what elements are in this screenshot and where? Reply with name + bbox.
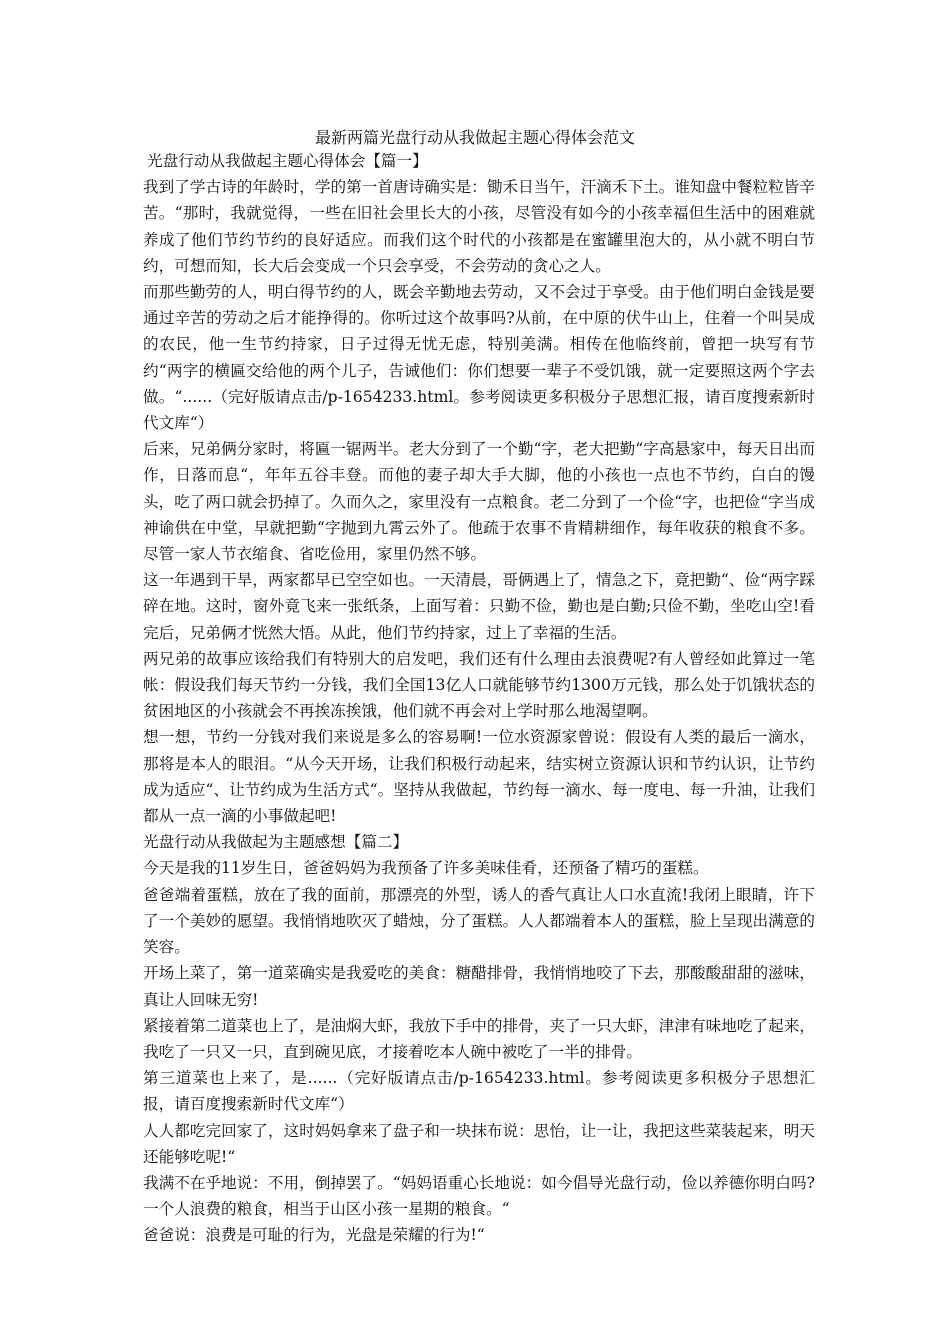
paragraph: 而那些勤劳的人，明白得节约的人，既会辛勤地去劳动，又不会过于享受。由于他们明白金钱是要通过辛苦的劳动之后才能挣得的。你听过这个故事吗?从前，在中原的伏牛山上，住着一个叫吴成的农民，他一生节约持家，日子过得无忧无虑，特别美满。相传在他临终前，曾把一块写有节约“两字的横匾交给他的两个儿子，告诫他们：你们想要一辈子不受饥饿，就一定要照这两个字去做。“......（完好版请点击/p-1654233.html。参考阅读更多积极分子思想汇报，请百度搜索新时代文库“） [143,283,815,433]
paragraph: 爸爸说：浪费是可耻的行为，光盘是荣耀的行为!“ [143,1226,485,1245]
paragraph: 我到了学古诗的年龄时，学的第一首唐诗确实是：锄禾日当午，汗滴禾下土。谁知盘中餐粒粒皆辛苦。“那时，我就觉得，一些在旧社会里长大的小孩，尽管没有如今的小孩幸福但生活中的困难就养成了他们节约节约的良好适应。而我们这个时代的小孩都是在蜜罐里泡大的，从小就不明白节约，可想而知，长大后会变成一个只会享受，不会劳动的贪心之人。 [143,178,815,275]
document-title: 最新两篇光盘行动从我做起主题心得体会范文 [314,128,635,147]
document-body [143,148,815,1249]
paragraph: 这一年遇到干旱，两家都早已空空如也。一天清晨，哥俩遇上了，情急之下，竟把勤“、俭“两字踩碎在地。这时，窗外竟飞来一张纸条，上面写着：只勤不俭，勤也是白勤;只俭不勤，坐吃山空!看完后，兄弟俩才恍然大悟。从此，他们节约持家，过上了幸福的生活。 [143,571,815,642]
paragraph: 人人都吃完回家了，这时妈妈拿来了盘子和一块抹布说：思怡，让一让，我把这些菜装起来，明天还能够吃呢!“ [143,1121,815,1166]
section-heading-part-one: 光盘行动从我做起主题心得体会【篇一】 [147,152,428,170]
paragraph: 紧接着第二道菜也上了，是油焖大虾，我放下手中的排骨，夹了一只大虾，津津有味地吃了起来，我吃了一只又一只，直到碗见底，才接着吃本人碗中被吃了一半的排骨。 [143,1016,815,1061]
paragraph: 第三道菜也上来了，是......（完好版请点击/p-1654233.html。参考阅读更多积极分子思想汇报，请百度搜索新时代文库“） [143,1069,815,1114]
paragraph: 今天是我的11岁生日，爸爸妈妈为我预备了许多美味佳肴，还预备了精巧的蛋糕。 [143,859,709,878]
paragraph: 我满不在乎地说：不用，倒掉罢了。“妈妈语重心长地说：如今倡导光盘行动，俭以养德你明白吗?一个人浪费的粮食，相当于山区小孩一星期的粮食。“ [143,1173,815,1219]
paragraph: 两兄弟的故事应该给我们有特别大的启发吧，我们还有什么理由去浪费呢?有人曾经如此算过一笔帐：假设我们每天节约一分钱，我们全国13亿人口就能够节约1300万元钱，那么处于饥饿状态的贫困地区的小孩就会不再挨冻挨饿，他们就不再会对上学时那么地渴望啊。 [143,649,815,721]
paragraph: 爸爸端着蛋糕，放在了我的面前，那漂亮的外型，诱人的香气真让人口水直流!我闭上眼睛，许下了一个美妙的愿望。我悄悄地吹灭了蜡烛，分了蛋糕。人人都端着本人的蛋糕，脸上呈现出满意的笑容。 [143,885,815,957]
paragraph: 后来，兄弟俩分家时，将匾一锯两半。老大分到了一个勤“字，老大把勤“字高悬家中，每天日出而作，日落而息“，年年五谷丰登。而他的妻子却大手大脚，他的小孩也一点也不节约，白白的馒头，吃了两口就会扔掉了。久而久之，家里没有一点粮食。老二分到了一个俭“字，也把俭“字当成神谕供在中堂，早就把勤“字抛到九霄云外了。他疏于农事不肯精耕细作，每年收获的粮食不多。尽管一家人节衣缩食、省吃俭用，家里仍然不够。 [143,440,815,564]
paragraph: 想一想，节约一分钱对我们来说是多么的容易啊!一位水资源家曾说：假设有人类的最后一滴水，那将是本人的眼泪。“从今天开场，让我们积极行动起来，结实树立资源认识和节约认识，让节约成为适应“、让节约成为生活方式“。坚持从我做起，节约每一滴水、每一度电、每一升油，让我们都从一点一滴的小事做起吧! [143,728,815,826]
section-heading-part-two: 光盘行动从我做起为主题感想【篇二】 [143,833,409,852]
paragraph: 开场上菜了，第一道菜确实是我爱吃的美食：糖醋排骨，我悄悄地咬了下去，那酸酸甜甜的滋味，真让人回味无穷! [143,964,815,1009]
